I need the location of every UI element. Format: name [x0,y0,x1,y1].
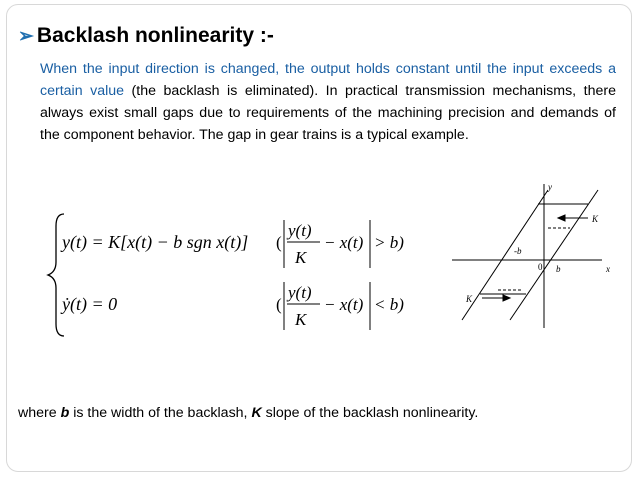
footer-mid: is the width of the backlash, [69,405,252,421]
slide-heading [18,24,274,48]
highlighted-text: When the input direction is changed, the output holds constant until the input exceeds a certain value [40,61,616,99]
arrow-bullet-icon: ➢ [18,25,34,47]
cond1-rest: − x(t) [324,233,364,252]
formula-line2-lhs: ẏ(t) = 0 [62,294,118,314]
y-axis-label: y [548,182,552,192]
cond2-rest: − x(t) [324,295,364,314]
footer-text [18,405,478,421]
formula-line1-lhs: y(t) = K[x(t) − b sgn x(t)] [62,232,249,252]
footer-where: where [18,405,61,421]
k-upper-label: K [592,214,599,224]
backlash-graph [452,180,620,328]
neg-b-label: -b [514,246,522,256]
svg-text:(: ( [276,233,282,252]
x-axis-label: x [606,264,610,274]
paragraph-text: (the backlash is eliminated). In practical transmission mechanisms, there always exist small gaps due to requirements of the machining precision and demands of the component behavior. The gap in gear trains is a typical example. [40,83,616,143]
cond1-op: > b) [374,233,404,252]
cond2-num: y(t) [288,283,312,302]
origin-label: 0 [538,262,543,272]
svg-text:(: ( [276,295,282,314]
lower-arrow-icon [503,295,510,301]
backlash-formula [44,210,424,340]
footer-b: b [60,405,70,421]
heading-title: Backlash nonlinearity :- [36,24,274,47]
description-paragraph [40,58,616,146]
cond1-num: y(t) [288,221,312,240]
footer-k: K [251,405,262,421]
k-lower-label: K [466,294,473,304]
right-slope-line [510,190,598,320]
cond2-den: K [295,310,307,329]
footer-end: slope of the backlash nonlinearity. [261,405,479,421]
cond1-den: K [295,248,307,267]
b-label: b [556,264,561,274]
upper-arrow-icon [558,215,565,221]
cond2-op: < b) [374,295,404,314]
